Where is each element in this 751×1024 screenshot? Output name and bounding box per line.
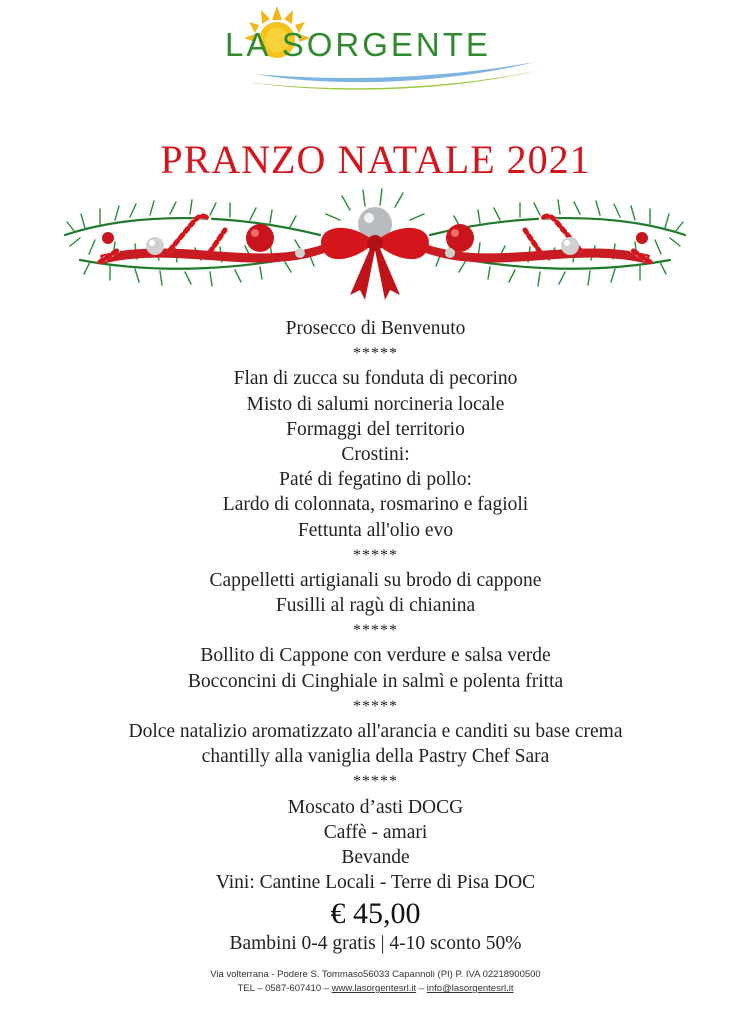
menu-separator: *****	[353, 345, 398, 363]
footer-dash: –	[418, 983, 425, 994]
menu-item: Moscato d’asti DOCG	[287, 796, 464, 818]
menu-item: Crostini:	[341, 443, 410, 465]
email-link[interactable]: info@lasorgentesrl.it	[426, 983, 514, 994]
menu-item: Prosecco di Benvenuto	[285, 318, 466, 339]
menu-separator: *****	[353, 773, 398, 791]
menu-separator: *****	[353, 622, 398, 640]
menu-item: Misto di salumi norcineria locale	[246, 393, 505, 415]
menu-item: Flan di zucca su fonduta di pecorino	[233, 368, 518, 390]
brand-name: LA SORGENTE	[225, 26, 491, 63]
menu-item: Paté di fegatino di pollo:	[279, 469, 472, 491]
menu-separator: *****	[353, 546, 398, 564]
menu-item: Bollito di Cappone con verdure e salsa verde	[200, 645, 551, 667]
brand-logo	[215, 4, 545, 96]
footer-address: Via volterrana - Podere S. Tommaso56033 Capannoli (PI) P. IVA 02218900500	[210, 969, 541, 980]
menu-item: Bocconcini di Cinghiale in salmì e polenta fritta	[187, 670, 564, 692]
menu-item: Cappelletti artigianali su brodo di cappone	[209, 569, 542, 591]
menu-item: Vini: Cantine Locali - Terre di Pisa DOC	[215, 872, 536, 894]
kids-pricing: Bambini 0-4 gratis | 4-10 sconto 50%	[229, 933, 522, 955]
menu-item: Caffè - amari	[323, 821, 428, 843]
menu-item: Lardo di colonnata, rosmarino e fagioli	[222, 494, 529, 516]
menu-separator: *****	[353, 697, 398, 715]
menu-item: Fettunta all'olio evo	[297, 519, 454, 541]
menu	[0, 316, 751, 957]
menu-price: € 45,00	[330, 897, 421, 931]
menu-item: Formaggi del territorio	[286, 418, 465, 440]
footer-contacts	[0, 982, 751, 996]
christmas-garland-icon	[60, 180, 690, 310]
footer-tel: TEL – 0587-607410 –	[237, 983, 330, 994]
menu-item: Dolce natalizio aromatizzato all'arancia e canditi su base crema	[128, 721, 623, 742]
footer	[0, 968, 751, 996]
page-title: PRANZO NATALE 2021	[160, 137, 591, 182]
menu-item: chantilly alla vaniglia della Pastry Chef Sara	[201, 746, 550, 768]
menu-item: Fusilli al ragù di chianina	[275, 595, 476, 617]
menu-item: Bevande	[341, 846, 410, 868]
website-link[interactable]: www.lasorgentesrl.it	[331, 983, 417, 994]
menu-lines	[0, 316, 751, 895]
